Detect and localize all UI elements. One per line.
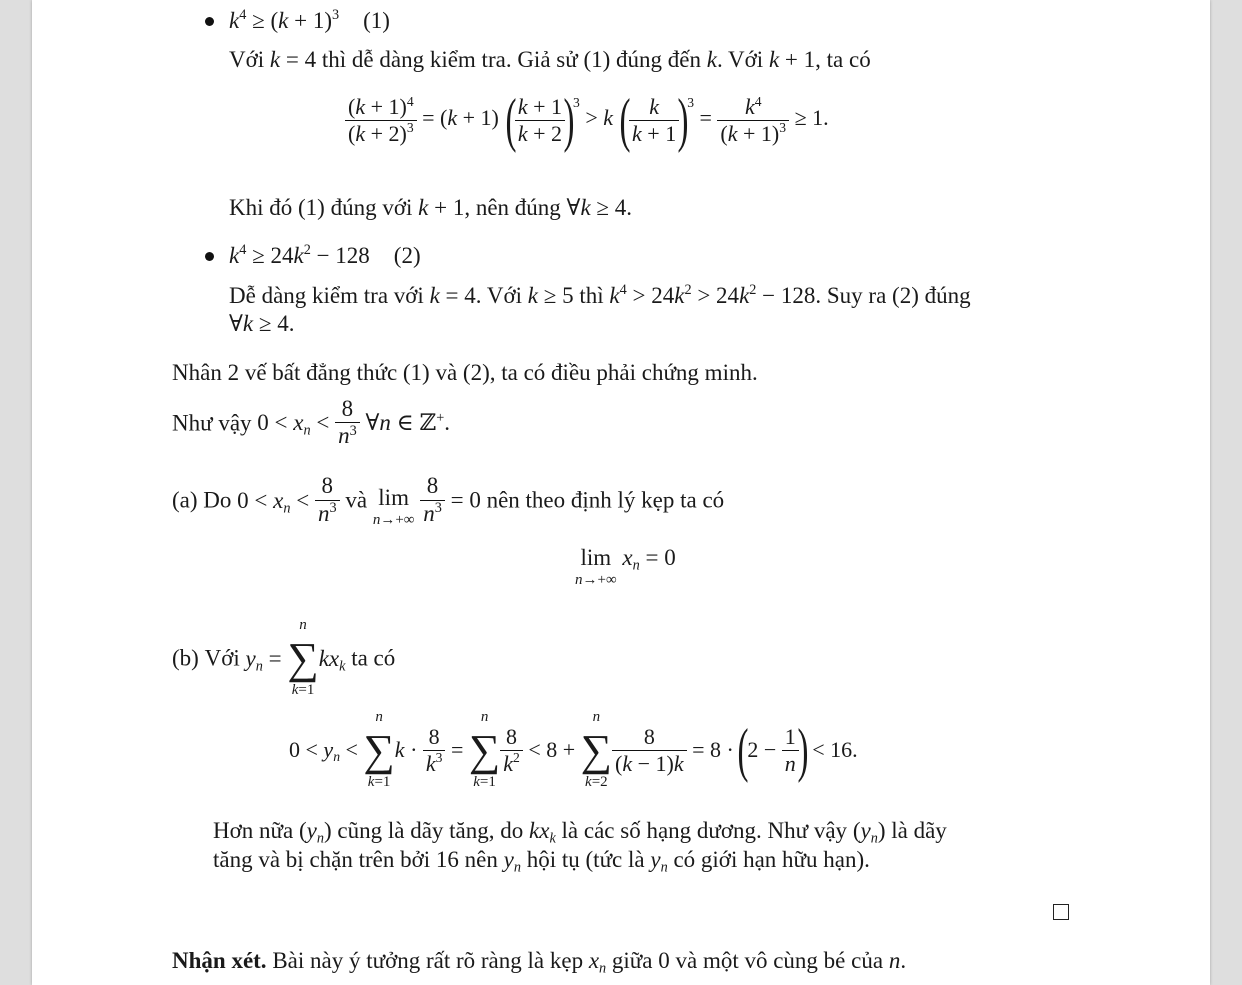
label-1: (1) [363, 8, 390, 33]
bullet-1 [205, 17, 214, 26]
label-2: (2) [393, 243, 421, 268]
bullet-2 [205, 252, 214, 261]
part-a-label: (a) [172, 487, 198, 513]
inequality-2: $k^4 \ge 24k^2 - 128$ (2) [229, 242, 421, 268]
qed-square-icon [1053, 904, 1069, 920]
part-b-label: (b) [172, 645, 199, 671]
limit-result: lim n→+∞ $x_n = 0$ [575, 545, 676, 588]
remark: Nhận xét. Bài này ý tưởng rất rõ ràng là kẹp $x_n$ giữa 0 và một vô cùng bé của n. [172, 948, 907, 977]
equation-induction: $\frac{(k + 1)^4}{(k + 2)^3}$ = (k + 1) ( $\frac{k + 1}{k + 2}$ )$^3$ > k ( $\frac{k}{k + 1}$ )$^3$ = $\frac{k^4}{(k + 1)^3}$ ≥ 1. [345, 90, 829, 150]
remark-title: Nhận xét. [172, 948, 267, 973]
item2-text: Dễ dàng kiểm tra với k = 4. Với k ≥ 5 thì $k^4 > 24k^2 > 24k^2 - 128$. Suy ra (2) đúng [229, 282, 971, 308]
part-b-paragraph-line1: Hơn nữa $(y_n)$ cũng là dãy tăng, do $kx_k$ là các số hạng dương. Như vậy $(y_n)$ là dãy [213, 818, 947, 847]
document-page [32, 0, 1210, 985]
item1-conclusion: Khi đó (1) đúng với k + 1, nên đúng ∀k ≥ 4. [229, 195, 633, 220]
part-b: (b) Với $y_n$ = n ∑ k=1 $kx_k$ ta có [172, 617, 396, 698]
inequality-1: $k^4 \ge (k + 1)^3$ (1) [229, 7, 390, 33]
item1-text: Với k = 4 thì dễ dàng kiểm tra. Giả sử (1) đúng đến k. Với k + 1, ta có [229, 47, 871, 72]
item2-text-line2: ∀k ≥ 4. [229, 311, 295, 336]
thus-sentence: Như vậy $0 < x_n$ < $\frac{8}{n^3}$ ∀n ∈ ℤ+. [172, 396, 450, 449]
equation-sum-bound: $0 < y_n$ < n ∑ k=1 k · $\frac{8}{k^3}$ = n ∑ k=1 $\frac{8}{k^2}$ < 8 + n ∑ k=2 $\frac{8}{(k - 1)k}$ = 8 · (2 − $\frac{1}{n}$ ) < 16. [289, 709, 858, 790]
part-a: (a) Do $0 < x_n$ < $\frac{8}{n^3}$ và lim n→+∞ $\frac{8}{n^3}$ = 0 nên theo định lý kẹp ta có [172, 473, 725, 528]
multiply-sentence: Nhân 2 vế bất đẳng thức (1) và (2), ta có điều phải chứng minh. [172, 360, 758, 385]
part-b-paragraph-line2: tăng và bị chặn trên bởi 16 nên $y_n$ hội tụ (tức là $y_n$ có giới hạn hữu hạn). [213, 847, 870, 876]
